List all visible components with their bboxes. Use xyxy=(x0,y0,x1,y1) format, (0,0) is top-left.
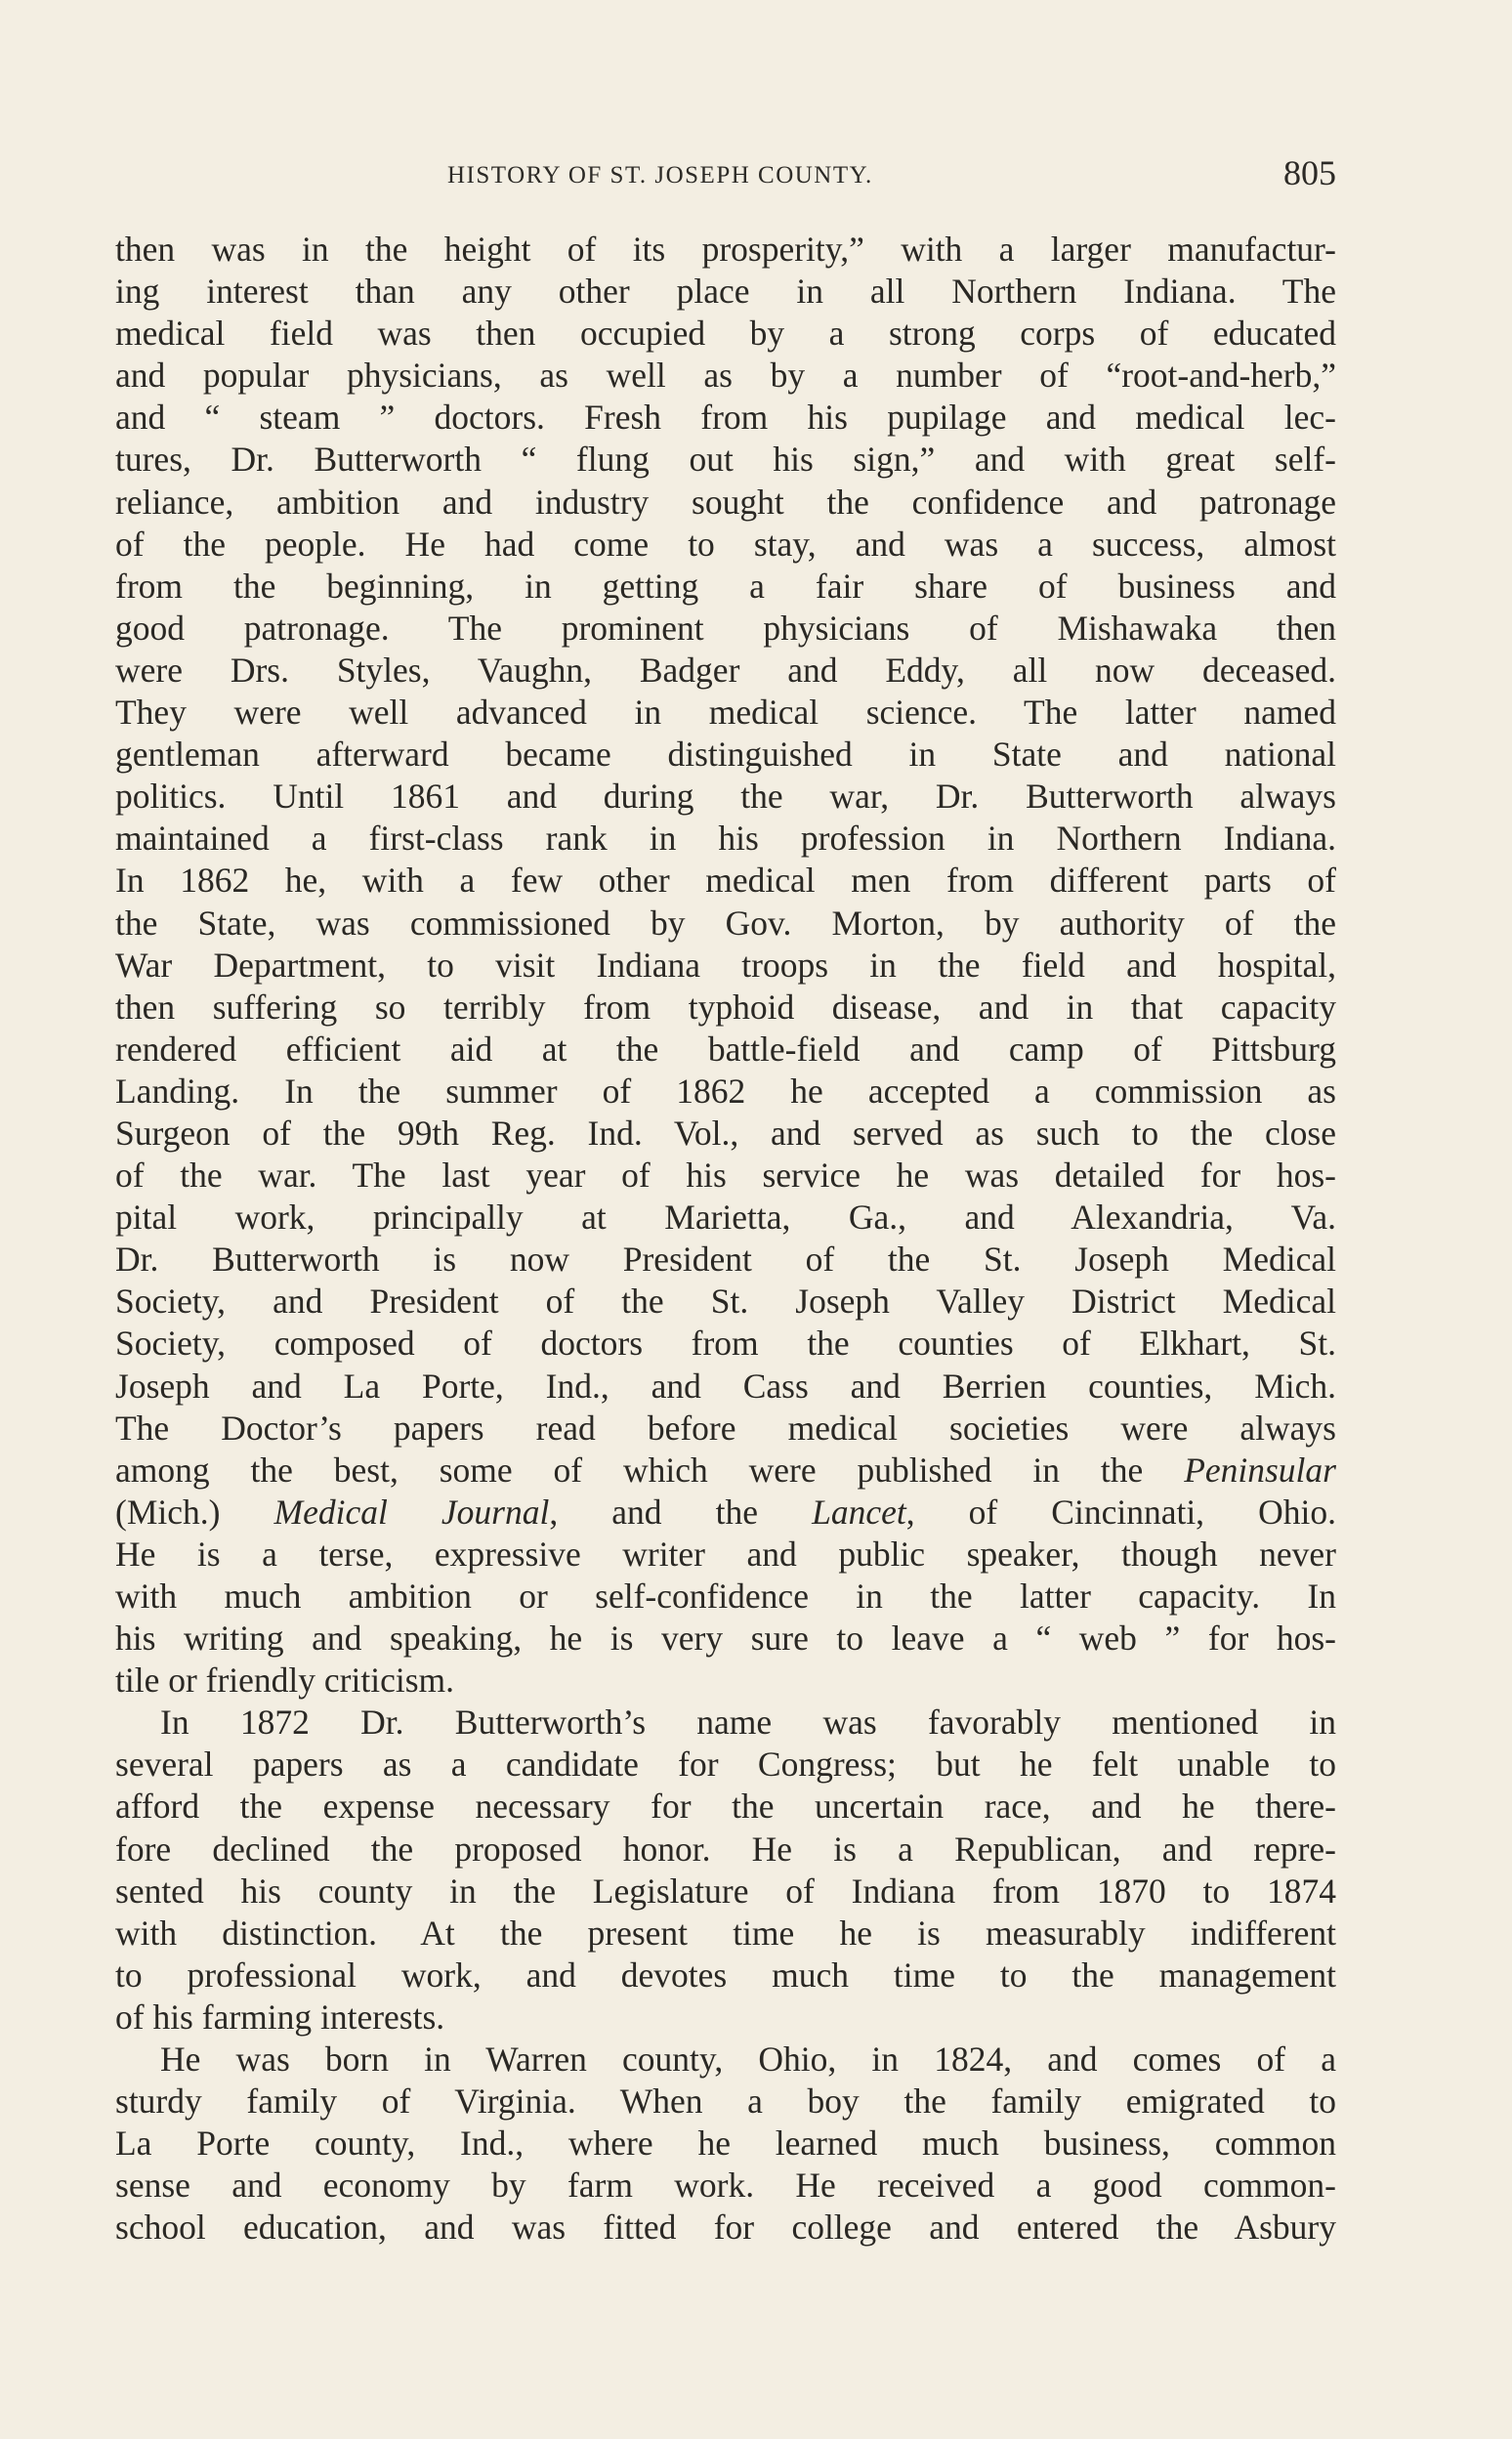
text-line-with-italic xyxy=(115,1450,1336,1492)
text-line: were Drs. Styles, Vaughn, Badger and Eddy, all now deceased. xyxy=(115,650,1336,690)
text-line: reliance, ambition and industry sought the confidence and patronage xyxy=(115,482,1336,522)
text-line: to professional work, and devotes much time to the management xyxy=(115,1955,1336,1995)
text-line: of his farming interests. xyxy=(115,1997,445,2037)
text-run: , and the xyxy=(549,1492,813,1532)
text-line: They were well advanced in medical science. The latter named xyxy=(115,693,1336,733)
text-line: from the beginning, in getting a fair share of business and xyxy=(115,566,1336,606)
text-line: maintained a first-class rank in his profession in Northern Indiana. xyxy=(115,819,1336,859)
text-line: Joseph and La Porte, Ind., and Cass and Berrien counties, Mich. xyxy=(115,1366,1336,1406)
text-line: In 1862 he, with a few other medical men from different parts of xyxy=(115,861,1336,901)
text-line: Society, composed of doctors from the counties of Elkhart, St. xyxy=(115,1324,1336,1364)
running-head xyxy=(115,152,1336,201)
text-line: La Porte county, Ind., where he learned much business, common xyxy=(115,2124,1336,2164)
text-line: several papers as a candidate for Congress; but he felt unable to xyxy=(115,1745,1336,1785)
text-line: The Doctor’s papers read before medical societies were always xyxy=(115,1408,1336,1448)
italic-title-medical-journal: Medical Journal xyxy=(273,1492,550,1532)
text-line: sturdy family of Virginia. When a boy the family emigrated to xyxy=(115,2082,1336,2122)
text-line: his writing and speaking, he is very sure to leave a “ web ” for hos- xyxy=(115,1619,1336,1659)
text-line: medical field was then occupied by a strong corps of educated xyxy=(115,314,1336,354)
text-line: school education, and was fitted for college and entered the Asbury xyxy=(115,2208,1336,2248)
text-run: , of Cincinnati, Ohio. xyxy=(905,1492,1336,1532)
text-line: fore declined the proposed honor. He is a Republican, and repre- xyxy=(115,1829,1336,1869)
text-line: Society, and President of the St. Joseph Valley District Medical xyxy=(115,1282,1336,1322)
text-line: pital work, principally at Marietta, Ga., and Alexandria, Va. xyxy=(115,1198,1336,1238)
paragraph-1 xyxy=(115,229,1336,1702)
text-line-with-italic xyxy=(115,1492,1336,1534)
text-line: War Department, to visit Indiana troops in the field and hospital, xyxy=(115,945,1336,985)
text-line: then suffering so terribly from typhoid disease, and in that capacity xyxy=(115,987,1336,1027)
text-line: then was in the height of its prosperity,” with a larger manufactur- xyxy=(115,230,1336,269)
text-line: He was born in Warren county, Ohio, in 1824, and comes of a xyxy=(160,2040,1336,2080)
text-run: among the best, some of which were published in the xyxy=(115,1450,1185,1490)
text-line: sense and economy by farm work. He received a good common- xyxy=(115,2166,1336,2206)
text-line: Surgeon of the 99th Reg. Ind. Vol., and served as such to the close xyxy=(115,1113,1336,1153)
text-line: gentleman afterward became distinguished in State and national xyxy=(115,735,1336,775)
text-line: rendered efficient aid at the battle-field and camp of Pittsburg xyxy=(115,1029,1336,1069)
text-line: of the war. The last year of his service he was detailed for hos- xyxy=(115,1156,1336,1196)
text-line: and “ steam ” doctors. Fresh from his pupilage and medical lec- xyxy=(115,398,1336,438)
paragraph-3 xyxy=(115,2039,1336,2249)
text-line: afford the expense necessary for the uncertain race, and he there- xyxy=(115,1787,1336,1827)
text-line: ing interest than any other place in all Northern Indiana. The xyxy=(115,272,1336,312)
paragraph-2 xyxy=(115,1702,1336,2039)
text-line: good patronage. The prominent physicians of Mishawaka then xyxy=(115,608,1336,648)
text-line: the State, was commissioned by Gov. Morton, by authority of the xyxy=(115,903,1336,943)
text-line: Landing. In the summer of 1862 he accepted a commission as xyxy=(115,1071,1336,1111)
text-line: tile or friendly criticism. xyxy=(115,1661,455,1701)
text-line: Dr. Butterworth is now President of the St. Joseph Medical xyxy=(115,1240,1336,1280)
body-text xyxy=(115,229,1336,2250)
text-line: sented his county in the Legislature of Indiana from 1870 to 1874 xyxy=(115,1871,1336,1911)
text-line: of the people. He had come to stay, and was a success, almost xyxy=(115,524,1336,564)
running-title: HISTORY OF ST. JOSEPH COUNTY. xyxy=(447,162,873,189)
text-line: tures, Dr. Butterworth “ flung out his sign,” and with great self- xyxy=(115,440,1336,480)
page-number: 805 xyxy=(1283,153,1336,192)
text-line: In 1872 Dr. Butterworth’s name was favorably mentioned in xyxy=(160,1703,1336,1743)
text-line: politics. Until 1861 and during the war, Dr. Butterworth always xyxy=(115,777,1336,817)
italic-title-peninsular: Peninsular xyxy=(1184,1450,1336,1490)
italic-title-lancet: Lancet xyxy=(812,1492,906,1532)
text-line: with distinction. At the present time he is measurably indifferent xyxy=(115,1913,1336,1953)
text-line: with much ambition or self-confidence in the latter capacity. In xyxy=(115,1577,1336,1616)
text-run: (Mich.) xyxy=(115,1492,274,1532)
text-line: and popular physicians, as well as by a number of “root-and-herb,” xyxy=(115,356,1336,396)
text-line: He is a terse, expressive writer and public speaker, though never xyxy=(115,1534,1336,1574)
